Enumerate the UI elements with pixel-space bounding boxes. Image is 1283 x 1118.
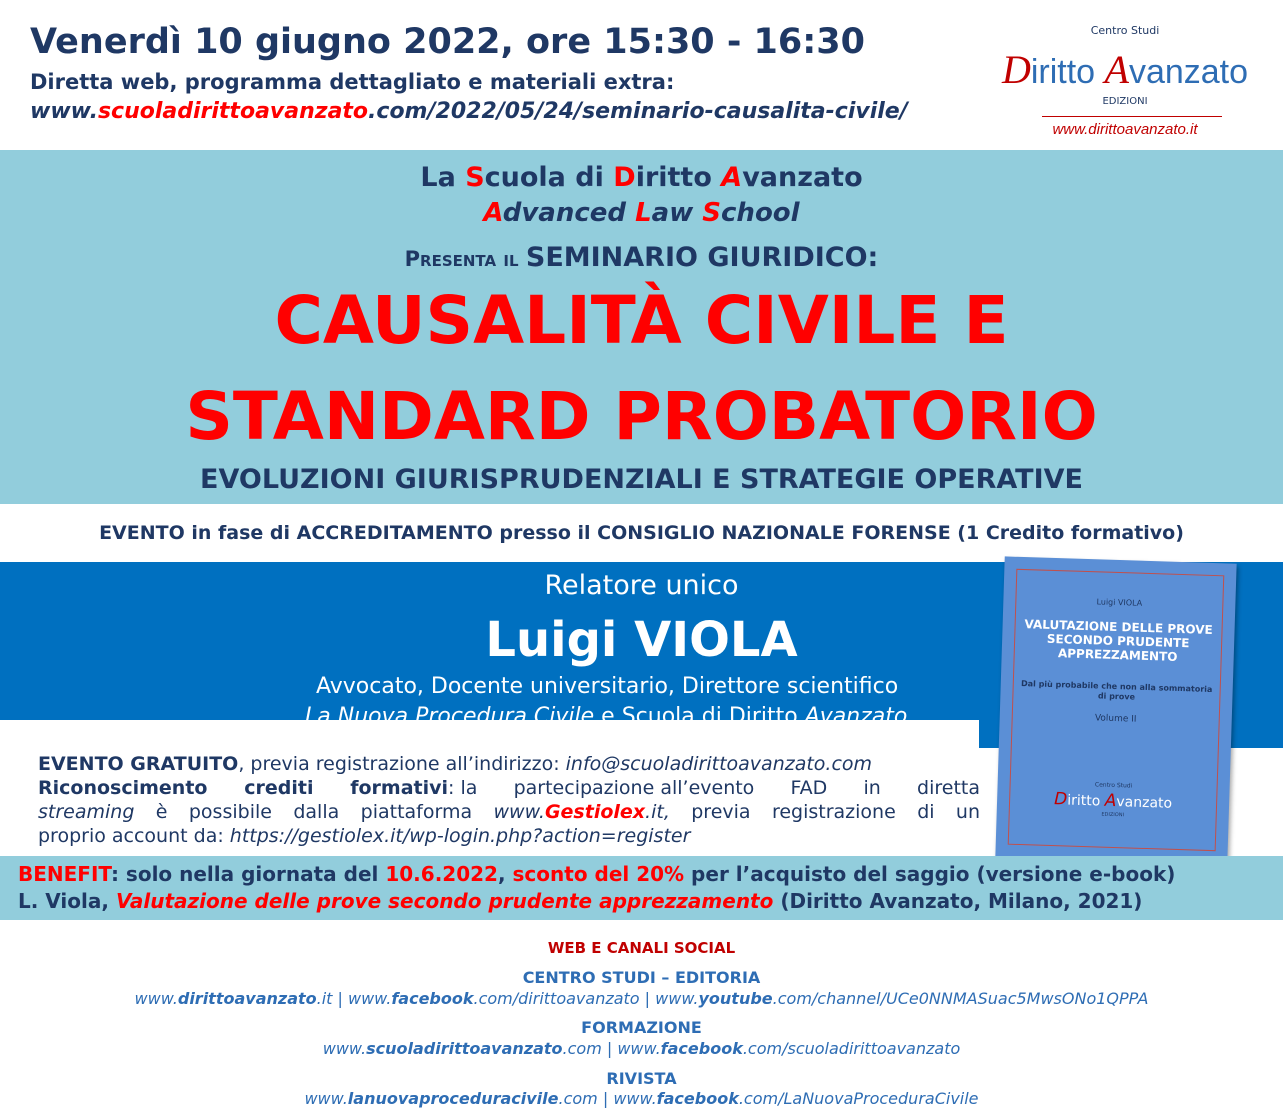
url-path: .com/2022/05/24/seminario-causalita-civile/ — [368, 99, 908, 124]
registration-url[interactable]: https://gestiolex.it/wp-login.php?action=register — [229, 825, 691, 847]
book-logo-vanzato: vanzato — [1116, 794, 1173, 812]
speaker-role-line-2 — [305, 704, 907, 729]
credits-word: è — [155, 801, 168, 823]
book-volume: Volume II — [1094, 713, 1137, 725]
gestiolex-prefix: www. — [493, 801, 545, 823]
benefit-separator: , — [497, 862, 513, 886]
credits-word: in — [863, 777, 881, 799]
presents-line — [0, 242, 1283, 273]
link-prefix: www. — [348, 989, 392, 1008]
school-en-initial-l: L — [635, 198, 652, 228]
web-social-heading: WEB E CANALI SOCIAL — [547, 939, 736, 957]
logo-divider — [1042, 116, 1222, 117]
presents-label: Presenta il — [404, 247, 526, 271]
rivista-links — [0, 1089, 1283, 1108]
link-domain: scuoladirittoavanzato — [366, 1039, 563, 1058]
logo-letter-a: A — [1104, 47, 1129, 92]
gestiolex-name: Gestiolex — [544, 801, 646, 823]
school-en-part: chool — [721, 198, 800, 228]
event-date-time: Venerdì 10 giugno 2022, ore 15:30 - 16:30 — [30, 22, 865, 62]
benefit-line-2 — [18, 889, 1142, 913]
formazione-heading: FORMAZIONE — [581, 1018, 702, 1037]
centro-studi-heading: CENTRO STUDI – EDITORIA — [522, 968, 761, 987]
free-event-label: EVENTO GRATUITO — [38, 753, 239, 775]
school-name-english — [0, 198, 1283, 228]
benefit-author: L. Viola, — [18, 889, 116, 913]
credits-label: Riconoscimento crediti formativi — [38, 777, 449, 799]
centro-studi-links — [0, 989, 1283, 1008]
url-highlight: scuoladirittoavanzato — [97, 99, 369, 124]
link-suffix: .com/dirittoavanzato | — [473, 989, 656, 1008]
benefit-line-1 — [18, 862, 1175, 886]
free-event-text: , previa registrazione all’indirizzo: — [238, 753, 566, 775]
benefit-book-title: Valutazione delle prove secondo prudente apprezzamento — [115, 889, 774, 913]
school-it-initial-s: S — [465, 162, 485, 193]
link-facebook-dirittoavanzato[interactable] — [348, 989, 655, 1008]
credits-word: FAD — [790, 777, 828, 799]
speaker-label: Relatore unico — [544, 570, 739, 601]
link-prefix: www. — [617, 1039, 661, 1058]
book-edizioni: EDIZIONI — [1101, 811, 1125, 819]
logo-iritto: iritto — [1030, 53, 1105, 91]
speaker-name: Luigi VIOLA — [485, 612, 798, 668]
seminar-title-line-2: STANDARD PROBATORIO — [185, 378, 1098, 455]
link-facebook-scuola[interactable] — [617, 1039, 960, 1058]
link-lanuovaproceduracivile[interactable] — [304, 1089, 613, 1108]
book-logo-d: D — [1053, 789, 1068, 810]
book-logo-iritto: iritto — [1066, 792, 1105, 810]
seminar-subtitle: EVOLUZIONI GIURISPRUDENZIALI E STRATEGIE OPERATIVE — [200, 464, 1083, 495]
book-title: VALUTAZIONE DELLE PROVE SECONDO PRUDENTE APPREZZAMENTO — [1024, 617, 1213, 664]
link-prefix: www. — [613, 1089, 657, 1108]
logo-letter-d: D — [1001, 47, 1031, 92]
seminar-type: SEMINARIO GIURIDICO: — [525, 242, 879, 273]
credits-word: dalla — [293, 801, 340, 823]
credits-word: di — [917, 801, 935, 823]
role-connector: e Scuola di Diritto — [594, 704, 805, 729]
link-scuoladirittoavanzato[interactable] — [323, 1039, 618, 1058]
credits-word: piattaforma — [360, 801, 473, 823]
link-domain: facebook — [391, 989, 474, 1008]
link-prefix: www. — [304, 1089, 348, 1108]
web-info-line: Diretta web, programma dettagliato e materiali extra: — [30, 70, 675, 94]
school-it-part: cuola di — [484, 162, 614, 193]
school-en-initial-s: S — [702, 198, 722, 228]
link-suffix: .com | — [562, 1039, 618, 1058]
book-centro-studi: Centro Studi — [1094, 781, 1133, 790]
streaming-word: streaming — [38, 801, 135, 823]
registration-line — [38, 824, 980, 848]
credits-word: partecipazione all’evento — [513, 777, 755, 799]
rivista-heading: RIVISTA — [606, 1069, 677, 1088]
school-it-initial-d: D — [613, 162, 636, 193]
link-suffix: .com/LaNuovaProceduraCivile — [738, 1089, 979, 1108]
credits-word: possibile — [188, 801, 272, 823]
school-en-initial-a: A — [483, 198, 503, 228]
link-domain: facebook — [656, 1089, 739, 1108]
diritto-avanzato-logo — [990, 20, 1260, 142]
journal-name: La Nuova Procedura Civile — [305, 704, 595, 729]
book-subtitle: Dal più probabile che non alla sommatoria di prove — [1020, 679, 1213, 702]
benefit-label: BENEFIT — [18, 862, 111, 886]
logo-centro-studi: Centro Studi — [1090, 24, 1160, 37]
logo-vanzato: vanzato — [1128, 53, 1249, 91]
gestiolex-link[interactable] — [494, 800, 670, 824]
link-suffix: .com | — [558, 1089, 614, 1108]
link-prefix: www. — [655, 989, 699, 1008]
link-youtube-channel[interactable] — [655, 989, 1148, 1008]
link-dirittoavanzato[interactable] — [135, 989, 348, 1008]
school-it-part: vanzato — [742, 162, 863, 193]
school-it-part: iritto — [635, 162, 722, 193]
benefit-discount: sconto del 20% — [512, 862, 685, 886]
registration-email[interactable]: info@scuoladirittoavanzato.com — [565, 753, 873, 775]
speaker-role-line-1: Avvocato, Docente universitario, Direttore scientifico — [316, 674, 899, 699]
benefit-text: per l’acquisto del saggio (versione e-book) — [684, 862, 1176, 886]
book-logo-a: A — [1104, 790, 1117, 812]
free-event-line — [38, 752, 980, 776]
school-en-part: aw — [651, 198, 703, 228]
credits-word: diretta — [917, 777, 980, 799]
link-facebook-rivista[interactable] — [613, 1089, 978, 1108]
accreditation-notice: EVENTO in fase di ACCREDITAMENTO presso il CONSIGLIO NAZIONALE FORENSE (1 Credito formativo) — [99, 522, 1184, 544]
credits-word: previa — [691, 801, 751, 823]
school-it-initial-a: A — [721, 162, 743, 193]
seminar-url[interactable] — [30, 99, 908, 124]
logo-edizioni: EDIZIONI — [1102, 96, 1148, 107]
credits-line-2 — [38, 800, 980, 824]
credits-word: registrazione — [771, 801, 896, 823]
link-suffix: .com/scuoladirittoavanzato — [742, 1039, 961, 1058]
logo-name — [990, 46, 1260, 93]
school-name-italian — [0, 162, 1283, 193]
logo-website-link[interactable]: www.dirittoavanzato.it — [1052, 121, 1198, 138]
school-en-part: dvanced — [502, 198, 636, 228]
role-end: Avanzato — [804, 704, 908, 729]
school-it-part: La — [420, 162, 466, 193]
benefit-text: : solo nella giornata del — [110, 862, 386, 886]
link-domain: dirittoavanzato — [177, 989, 317, 1008]
gestiolex-tld: .it, — [645, 801, 670, 823]
book-cover-image — [995, 556, 1236, 863]
credits-word: : la — [448, 777, 478, 799]
url-prefix: www. — [30, 99, 98, 124]
seminar-title-line-1: CAUSALITÀ CIVILE E — [274, 282, 1009, 359]
link-suffix: .com/channel/UCe0NNMASuac5MwsONo1QPPA — [772, 989, 1149, 1008]
link-prefix: www. — [322, 1039, 367, 1058]
link-suffix: .it | — [316, 989, 348, 1008]
link-domain: youtube — [698, 989, 773, 1008]
link-domain: lanuovaproceduracivile — [347, 1089, 559, 1108]
benefit-date: 10.6.2022 — [385, 862, 498, 886]
registration-text: proprio account da: — [38, 825, 230, 847]
credits-word: un — [955, 801, 981, 823]
link-prefix: www. — [134, 989, 178, 1008]
link-domain: facebook — [660, 1039, 743, 1058]
benefit-publisher: (Diritto Avanzato, Milano, 2021) — [773, 889, 1143, 913]
book-author: Luigi VIOLA — [1096, 597, 1143, 608]
formazione-links — [0, 1039, 1283, 1058]
credits-line-1 — [38, 776, 980, 800]
